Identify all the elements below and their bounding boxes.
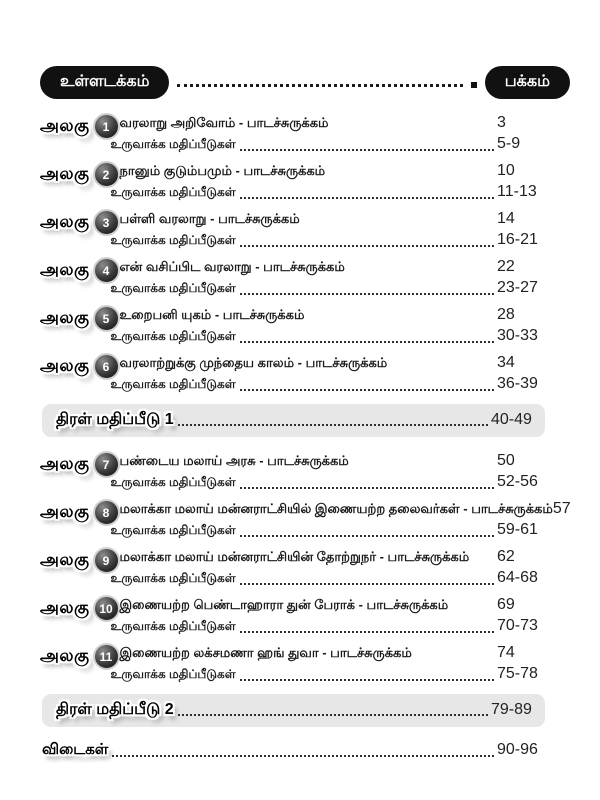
unit-lines — [110, 112, 545, 154]
unit-main-line — [120, 450, 545, 472]
unit-label: அலகு — [40, 307, 90, 327]
unit-sub-pages: 70-73 — [497, 617, 538, 634]
unit-page-number: 28 — [497, 306, 515, 323]
unit-sub-pages: 16-21 — [497, 231, 538, 248]
toc-unit-row — [40, 546, 545, 588]
unit-main-line — [120, 160, 545, 182]
unit-title: வரலாறு அறிவோம் - பாடச்சுருக்கம் — [119, 115, 329, 130]
unit-badge — [40, 546, 120, 574]
page-pill: பக்கம் — [485, 66, 570, 99]
unit-sub-label: உருவாக்க மதிப்பீடுகள் — [110, 523, 236, 537]
unit-title: இணையற்ற பெண்டாஹாரா துன் பேராக் - பாடச்சுருக்கம் — [119, 597, 449, 612]
dotted-leader — [112, 754, 494, 757]
unit-main-line — [120, 642, 545, 664]
unit-sub-label: உருவாக்க மதிப்பீடுகள் — [110, 137, 236, 151]
unit-badge — [40, 498, 120, 526]
toc-unit-row — [40, 352, 545, 394]
toc-unit-row — [40, 208, 545, 250]
assessment-band-pages: 40-49 — [491, 411, 532, 428]
unit-label: அலகு — [40, 211, 90, 231]
unit-sub-line — [111, 472, 545, 492]
unit-sub-line — [111, 134, 545, 154]
unit-sub-pages: 11-13 — [497, 183, 537, 200]
unit-label: அலகு — [40, 645, 90, 665]
unit-label: அலகு — [40, 163, 90, 183]
unit-badge — [40, 352, 120, 380]
unit-title: பள்ளி வரலாறு - பாடச்சுருக்கம் — [119, 211, 300, 226]
unit-sub-line — [111, 568, 545, 588]
unit-main-line — [120, 208, 545, 230]
unit-main-line — [120, 112, 545, 134]
unit-sub-pages: 5-9 — [497, 135, 521, 152]
unit-sub-label: உருவாக்க மதிப்பீடுகள் — [110, 185, 236, 199]
unit-page-number: 10 — [497, 162, 515, 179]
assessment-band-1 — [42, 404, 545, 437]
unit-sub-label: உருவாக்க மதிப்பீடுகள் — [110, 667, 236, 681]
units-section-2 — [40, 450, 571, 684]
unit-number-badge: 6 — [93, 353, 120, 380]
unit-page-number: 50 — [497, 452, 515, 469]
unit-label: அலகு — [40, 115, 90, 135]
unit-sub-pages: 75-78 — [497, 665, 538, 682]
unit-label: அலகு — [40, 453, 90, 473]
unit-page-number: 14 — [497, 210, 515, 227]
dotted-leader — [240, 630, 494, 633]
units-section-1 — [40, 112, 545, 394]
unit-badge — [40, 642, 120, 670]
dotted-leader — [240, 582, 494, 585]
toc-list — [40, 112, 571, 760]
unit-number-badge: 10 — [93, 595, 120, 622]
dotted-leader — [240, 678, 494, 681]
unit-lines — [110, 256, 545, 298]
unit-title: இணையற்ற லக்சமணா ஹங் துவா - பாடச்சுருக்கம் — [119, 645, 412, 660]
unit-label: அலகு — [40, 355, 90, 375]
unit-number-badge: 4 — [93, 257, 120, 284]
unit-main-line — [120, 546, 545, 568]
unit-number-badge: 3 — [93, 209, 120, 236]
unit-lines — [110, 208, 545, 250]
unit-sub-line — [111, 182, 545, 202]
unit-lines — [110, 594, 545, 636]
unit-badge — [40, 450, 120, 478]
unit-sub-line — [111, 616, 545, 636]
dotted-leader — [177, 83, 462, 87]
unit-badge — [40, 112, 120, 140]
unit-page-number: 34 — [497, 354, 515, 371]
dotted-leader — [178, 423, 488, 426]
unit-badge — [40, 160, 120, 188]
unit-title: மலாக்கா மலாய் மன்னராட்சியின் தோற்றுநர் - பாடச்சுருக்கம் — [119, 549, 470, 564]
unit-badge — [40, 594, 120, 622]
dotted-leader — [240, 148, 494, 151]
unit-lines — [110, 352, 545, 394]
unit-main-line — [120, 594, 545, 616]
unit-page-number: 22 — [497, 258, 515, 275]
toc-unit-row — [40, 256, 545, 298]
unit-sub-label: உருவாக்க மதிப்பீடுகள் — [110, 329, 236, 343]
unit-main-line — [120, 352, 545, 374]
answers-pages: 90-96 — [497, 741, 538, 758]
unit-title: பண்டைய மலாய் அரசு - பாடச்சுருக்கம் — [119, 453, 349, 468]
unit-lines — [110, 160, 545, 202]
unit-badge — [40, 304, 120, 332]
unit-number-badge: 8 — [93, 499, 120, 526]
dotted-leader — [240, 486, 494, 489]
unit-badge — [40, 208, 120, 236]
toc-unit-row — [40, 304, 545, 346]
unit-number-badge: 11 — [93, 643, 120, 670]
unit-main-line — [120, 256, 545, 278]
unit-sub-line — [111, 230, 545, 250]
assessment-band-pages: 79-89 — [491, 701, 532, 718]
assessment-band-label: திரள் மதிப்பீடு 2 — [56, 701, 174, 718]
unit-label: அலகு — [40, 549, 90, 569]
contents-pill: உள்ளடக்கம் — [40, 66, 169, 99]
toc-unit-row — [40, 112, 545, 154]
unit-label: அலகு — [40, 597, 90, 617]
toc-unit-row — [40, 450, 545, 492]
unit-sub-pages: 52-56 — [497, 473, 538, 490]
unit-page-number: 74 — [497, 644, 515, 661]
dotted-leader — [240, 244, 494, 247]
unit-main-line — [119, 498, 571, 520]
unit-sub-pages: 30-33 — [497, 327, 538, 344]
unit-sub-pages: 64-68 — [497, 569, 538, 586]
unit-label: அலகு — [40, 259, 90, 279]
unit-badge — [40, 256, 120, 284]
unit-number-badge: 1 — [93, 113, 120, 140]
dotted-leader — [240, 340, 494, 343]
unit-sub-pages: 23-27 — [497, 279, 538, 296]
unit-sub-line — [111, 664, 545, 684]
unit-sub-label: உருவாக்க மதிப்பீடுகள் — [110, 377, 236, 391]
dotted-leader — [240, 534, 494, 537]
unit-sub-pages: 36-39 — [497, 375, 538, 392]
unit-title: நானும் குடும்பமும் - பாடச்சுருக்கம் — [119, 163, 326, 178]
unit-title: மலாக்கா மலாய் மன்னராட்சியில் இணையற்ற தலைவர்கள் - பாடச்சுருக்கம் — [119, 501, 553, 516]
unit-sub-line — [111, 374, 545, 394]
toc-header — [40, 66, 570, 98]
toc-unit-row — [40, 160, 545, 202]
unit-lines — [110, 642, 545, 684]
unit-sub-pages: 59-61 — [497, 521, 538, 538]
unit-sub-line — [111, 278, 545, 298]
unit-title: வரலாற்றுக்கு முந்தைய காலம் - பாடச்சுருக்கம் — [119, 355, 388, 370]
unit-page-number: 69 — [497, 596, 515, 613]
unit-sub-label: உருவாக்க மதிப்பீடுகள் — [110, 233, 236, 247]
unit-lines — [110, 498, 571, 540]
unit-number-badge: 5 — [93, 305, 120, 332]
unit-lines — [110, 304, 545, 346]
unit-main-line — [120, 304, 545, 326]
assessment-band-2 — [42, 694, 545, 727]
unit-sub-label: உருவாக்க மதிப்பீடுகள் — [110, 619, 236, 633]
dotted-leader — [240, 388, 494, 391]
answers-label: விடைகள் — [42, 741, 109, 758]
unit-lines — [110, 546, 545, 588]
unit-page-number: 57 — [552, 500, 571, 517]
dotted-leader — [240, 196, 494, 199]
unit-sub-label: உருவாக்க மதிப்பீடுகள் — [110, 571, 236, 585]
unit-lines — [110, 450, 545, 492]
unit-number-badge: 9 — [93, 547, 120, 574]
unit-sub-line — [111, 520, 545, 540]
unit-page-number: 62 — [497, 548, 515, 565]
dotted-leader — [240, 292, 494, 295]
toc-unit-row — [40, 498, 571, 540]
unit-title: என் வசிப்பிட வரலாறு - பாடச்சுருக்கம் — [119, 259, 345, 274]
answers-row — [42, 741, 545, 760]
unit-number-badge: 7 — [93, 451, 120, 478]
unit-title: உறைபனி யுகம் - பாடச்சுருக்கம் — [119, 307, 305, 322]
unit-page-number: 3 — [497, 114, 506, 131]
toc-unit-row — [40, 642, 545, 684]
assessment-band-label: திரள் மதிப்பீடு 1 — [56, 411, 174, 428]
unit-sub-label: உருவாக்க மதிப்பீடுகள் — [110, 281, 236, 295]
unit-sub-line — [111, 326, 545, 346]
toc-unit-row — [40, 594, 545, 636]
dotted-leader — [178, 713, 488, 716]
unit-sub-label: உருவாக்க மதிப்பீடுகள் — [110, 475, 236, 489]
unit-label: அலகு — [40, 501, 90, 521]
unit-number-badge: 2 — [93, 161, 120, 188]
leader-end-square — [471, 82, 477, 88]
